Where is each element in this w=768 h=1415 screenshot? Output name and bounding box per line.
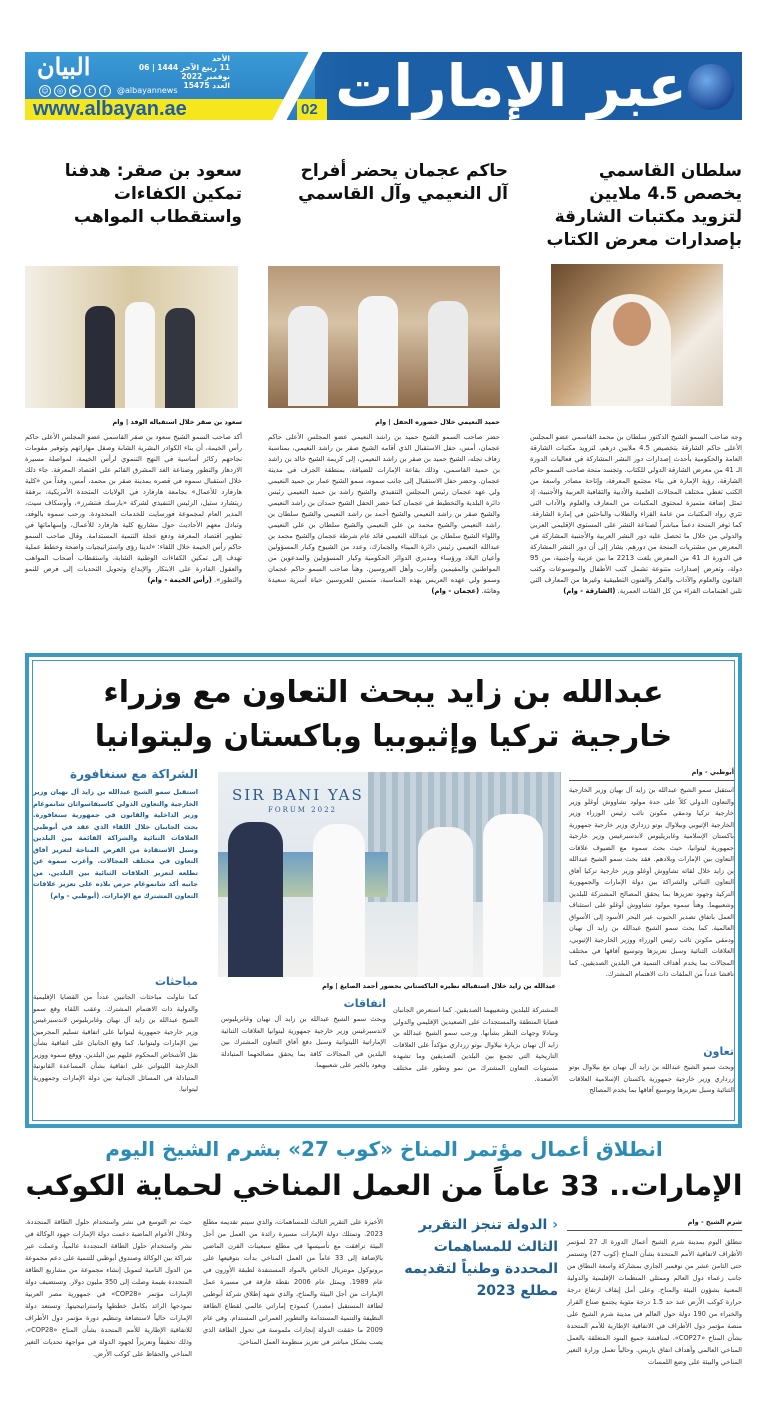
feature-headline-line2[interactable]: خارجية تركيا وإثيوبيا وباكستان وليتوانيا xyxy=(94,719,673,754)
singapore-text: استقبل سمو الشيخ عبدالله بن زايد آل نهيان وزير الخارجية والتعاون الدولي كاسيفاسواثان شانموغام وزير الداخلية والقانون في جمهورية سنغافورة. بحث الجانبان خلال اللقاء الذي عقد في أبوظبي العلاقات الثنائية والشراكة القائمة بين البلدين وسبل الاستفادة من الفرص المتاحة لتعزيز آفاق التعاون في مختلف المجالات. وأعرب سموه عن تطلعه لتعزيز العلاقات الثنائية بين البلدين. من جانبه أكد شانموغام حرص بلاده على تعزيز علاقات التعاون المشترك مع الإمارات. (أبوظبي - وام) xyxy=(33,788,198,900)
subhead-talks: مباحثات xyxy=(154,975,198,988)
subhead-cooperation: تعاون xyxy=(703,1045,734,1058)
climate-col2: الأخيرة على التقرير الثالث للمساهمات، والذي سيتم تقديمه مطلع 2023. وتمتلك دولة الإمارات مسيرة رائدة من العمل من أجل البيئة ترافقت مع تأسيسها في مطلع سبعينات القرن الماضي بالإضافة إلى 33 عاماً من العمل المناخي بدأت بتوقيعها على بروتوكول مونتريال الخاص بالمواد المستنفدة لطبقة الأوزون في عام 1989. ويمثل عام 2006 نقطة فارقة في مسيرة عمل الإمارات من أجل البيئة والمناخ، والذي شهد إطلاق شركة أبوظبي لطاقة المستقبل (مصدر) كنموذج إماراتي عالمي لقطاع الطاقة النظيفة والتنمية المستدامة والتطوير العمراني المستدام. وفي عام 2009 ما حققت الدولة إنجازات ملموسة في تحول الطاقة الذي يصب بشكل مباشر في تعزيز منظومة العمل المناخي. xyxy=(203,1218,384,1346)
facebook-icon[interactable]: f xyxy=(99,85,111,97)
social-handle[interactable]: @albayannews xyxy=(117,86,178,95)
feature-photo-caption: عبدالله بن زايد خلال استقباله نظيره الباكستاني بحضور أحمد الصايغ | وام xyxy=(322,982,556,990)
story-2-caption: حميد النعيمي خلال حضوره الحفل | وام xyxy=(375,418,500,426)
story-1-body: وجه صاحب السمو الشيخ الدكتور سلطان بن محمد القاسمي عضو المجلس الأعلى حاكم الشارقة بتخصيص 4.5 ملايين درهم، لتزويد مكتبات الشارقة العامة والحكومية بأحدث إصدارات دور النشر المشاركة في فعاليات الدورة الـ 41 من معرض الشارقة الدولي للكتاب. وتجسد منحة صاحب السمو حاكم الشارقة، رؤية الإمارة في بناء مجتمع المعرفة، وإتاحة مصادر واسعة من الكتب تغطي مختلف المجالات العلمية والأدبية والثقافية العربية والأجنبية، إذ تمثل إضافة متميزة لمحتوى المكتبات من المعارف والعلوم والآداب التي تثري رواد المكتبات من عامة القراء والطلاب والباحثين في إمارة الشارقة. كما توفر المنحة دعماً مباشراً لصناعة النشر على المستوى الإقليمي العربي والدولي من خلال ما تحصل عليه دور النشر العربية والأجنبية المشاركة في المعرض من مشتريات المنحة من دورهم. يشار إلى أن دور النشر المشاركة في الدورة الـ 41 من المعرض بلغت 2213 ما بين عربية وأجنبية، من 95 دولة، وتعرض إصدارات متنوعة تشمل كتب الأطفال والموسوعات وكتب القانون والعلوم والآداب والفكر والفنون التطبيقية وغيرها من المعارف التي تلبي اهتمامات القراء من كل الفئات العمرية. (الشارقة - وام) xyxy=(530,433,743,595)
climate-col1: تنطلق اليوم بمدينة شرم الشيخ أعمال الدورة الـ 27 لمؤتمر الأطراف لاتفاقية الأمم المتحدة بشأن المناخ (كوب 27) وتستمر حتى الثامن عشر من نوفمبر الجاري بمشاركة واسعة النطاق من جانب زعماء دول العالم وممثلي المنظمات الإقليمية والدولية المعنية بشؤون البيئة والمناخ. وعلى أمل إيقاف ارتفاع درجة حرارة كوكب الأرض عند حد 1.5 درجة مئوية يجتمع صناع القرار والخبراء من 190 دولة حول العالم في مدينة شرم الشيخ على منصة مؤتمر دول الأطراف في الاتفاقية الإطارية للأمم المتحدة بشأن المناخ «COP27»، لمناقشة جميع البنود المتعلقة بالعمل المناخي العالمي وأهداف اتفاق باريس. وحالياً تعمل وزارة التغير المناخي والبيئة على وضع اللمسات xyxy=(567,1238,742,1366)
story-3-body: أكد صاحب السمو الشيخ سعود بن صقر القاسمي عضو المجلس الأعلى حاكم رأس الخيمة، أن بناء الكوادر البشرية الشابة وصقل مهاراتهم وتوفير مقومات نجاحهم ركائز أساسية في النهج التنموي لرأس الخيمة، لمواصلة مسيرة الازدهار والتطور وصناعة الغد المشرق القائم على اقتصاد المعرفة. جاء ذلك خلال استقبال سموه في قصره بمدينة صقر بن محمد، أمس، وفداً من «كلية هارفارد للأعمال» بجامعة هارفارد في الولايات المتحدة الأمريكية، برفقة ريتشارد ستيل، الرئيس التنفيذي لشركة «بارسك فنتشرز»، وأوسكاف سيث، المدير العام لمجموعة فورسايت للخدمات المحدودة. ورحب سموه بالوفد، وتبادل معهم الأحاديث حول مشاريع كلية هارفارد للأعمال، وإسهاماتها في تطوير اقتصاد المعرفة ودفع عجلة التنمية المستدامة. وقال صاحب السمو حاكم رأس الخيمة خلال اللقاء: «لدينا رؤى واستراتيجيات واضحة وخطط عملية تهدف إلى تمكين الكفاءات الوطنية الشابة، واستقطاب أصحاب المواهب والعقول القادرة على الابتكار والإبداع وتحويل التحديات إلى فرص للنمو والتطور». (رأس الخيمة - وام) xyxy=(25,433,242,584)
instagram-icon[interactable]: ◎ xyxy=(54,85,66,97)
agreements-text: وبحث سمو الشيخ عبدالله بن زايد آل نهيان وغابريليوس لاندسبرغيس وزير خارجية جمهورية ليتوانيا العلاقات الثنائية الإماراتية الليتوانية وسبل دفع آفاق التعاون المشترك بين البلدين في المجالات كافة بما يحقق مصالحهما المتبادلة ويعود بالخير على شعبيهما. xyxy=(221,1015,386,1069)
twitter-icon[interactable]: t xyxy=(84,85,96,97)
issue-date: 11 ربيع الآخر 1444 | 06 نوفمبر 2022 xyxy=(138,63,230,81)
climate-headline[interactable]: الإمارات.. 33 عاماً من العمل المناخي لحماية الكوكب xyxy=(25,1169,743,1202)
chevron-left-icon: ‹ xyxy=(547,1217,558,1233)
climate-dateline: شرم الشيخ - وام xyxy=(567,1218,742,1231)
feature-dateline: أبوظبي - وام xyxy=(569,768,734,781)
issue-number: العدد 15475 xyxy=(183,81,230,90)
story-1-headline[interactable]: سلطان القاسمي يخصص 4.5 ملايين لتزويد مكتبات الشارقة بإصدارات معرض الكتاب xyxy=(546,161,742,250)
website-url[interactable]: www.albayan.ae xyxy=(33,98,187,120)
issue-day: الأحد xyxy=(212,54,230,63)
climate-col3: حيث تم التوسع في نشر واستخدام حلول الطاقة المتجددة. وخلال الأعوام الماضية دعمت دولة الإمارات جهود الوكالة في نشر واستخدام حلول الطاقة المتجددة عالمياً، وعملت عبر شراكة بين الوكالة وصندوق أبوظبي للتنمية على دعم مجموعة من الدول النامية لتمويل إنشاء مجموعة من مشاريع الطاقة المتجددة بقيمة وصلت إلى 350 مليون دولار. وتستضيف دولة الإمارات مؤتمر «COP28» في جمهورية مصر العربية نموذجها الرائد بكامل خططها واستراتيجيتها. وتستعد دولة الإمارات حالياً لاستضافة وتنظيم دورة مؤتمر دول الأطراف للاتفاقية الإطارية للأمم المتحدة بشأن المناخ «COP28»، وذلك تحقيقاً وتعزيزاً لجهود الدولة في مواجهة تحديات التغير المناخي والحفاظ على كوكب الأرض. xyxy=(25,1218,193,1358)
story-2-body: حضر صاحب السمو الشيخ حميد بن راشد النعيمي عضو المجلس الأعلى حاكم عجمان، أمس، حفل الاستقبال الذي أقامه الشيخ صقر بن راشد النعيمي، بمناسبة زفاف نجله، الشيخ حميد بن صقر بن راشد النعيمي، إلى كريمة الشيخ خالد بن راشد بن حميد القاسمي، وذلك بقاعة الإمارات للضيافة، بمنطقة الجرف في مدينة عجمان. وحضر حفل الاستقبال إلى جانب سموه، سمو الشيخ عمار بن حميد النعيمي ولي عهد عجمان رئيس المجلس التنفيذي والشيخ راشد بن حميد النعيمي رئيس دائرة البلدية والتخطيط في عجمان كما حضر الحفل الشيخ حمدان بن راشد النعيمي والشيخ صقر بن راشد النعيمي والشيخ أحمد بن راشد النعيمي والشيخ سلطان بن راشد النعيمي والشيخ محمد بن علي النعيمي والشيخ سلطان بن علي النعيمي واللواء الشيخ سلطان بن عبدالله النعيمي قائد عام شرطة عجمان والشيخ محمد بن عبدالله النعيمي رئيس دائرة الميناء والجمارك، وعدد من الشيوخ وكبار المسؤولين وأعيان البلاد ورؤساء ومديري الدوائر الحكومية وكبار المسؤولين والمدعوين من المواطنين والمقيمين وأقارب وأهل العروسين. وهنأ صاحب السمو حاكم عجمان وسمو ولي عهده العريس بهذه المناسبة، متمنين للعروسين حياة أسرية سعيدة وهانئة. (عجمان - وام) xyxy=(268,433,500,595)
page-number: 02 xyxy=(301,101,318,118)
talks-text: كما تناولت مباحثات الجانبين عدداً من القضايا الإقليمية والدولية ذات الاهتمام المشترك. وعقب اللقاء وقع سمو الشيخ عبدالله بن زايد آل نهيان وغابريليوس لاندسبرغيس وزير خارجية جمهورية ليتوانيا على اتفاقية تسليم المجرمين بين الإمارات وليتوانيا. كما وقع الجانبان على اتفاقية بشأن نقل الأشخاص المحكوم عليهم بين البلدين. ووقع سموه ووزير الخارجية الليتواني على اتفاقية بشأن المساعدة القانونية المتبادلة في المسائل الجنائية بين دولة الإمارات وجمهورية ليتوانيا. xyxy=(33,993,198,1093)
social-links xyxy=(39,85,178,97)
story-3-headline[interactable]: سعود بن صقر: هدفنا تمكين الكفاءات واستقطاب المواهب xyxy=(64,161,242,227)
forum-sign-title: SIR BANI YAS xyxy=(232,786,364,804)
feature-col2: المشتركة للبلدين وشعبيهما الصديقين. كما استعرض الجانبان قضايا المنطقة والمستجدات على الصعيدين الإقليمي والدولي وتبادلا وجهات النظر بشأنها. ورحب سمو الشيخ عبدالله بن زايد آل نهيان بزيارة بيلاوال بوتو زرداري مؤكداً على العلاقات التاريخية التي تجمع بين البلدين الصديقين وما تشهده مستويات التعاون المشترك من نمو وتطور على مختلف الأصعدة. xyxy=(393,1006,558,1083)
story-1-source: (الشارقة - وام) xyxy=(563,587,616,595)
story-1-photo xyxy=(551,264,723,406)
masthead xyxy=(25,52,742,120)
feature-headline-line1[interactable]: عبدالله بن زايد يبحث التعاون مع وزراء xyxy=(103,675,664,710)
subhead-agreements: اتفاقات xyxy=(343,997,386,1010)
portrait-face xyxy=(613,302,651,346)
youtube-icon[interactable]: ▶ xyxy=(69,85,81,97)
snapchat-icon[interactable]: ☺ xyxy=(39,85,51,97)
story-3-photo xyxy=(25,266,238,408)
cooperation-text: وبحث سمو الشيخ عبدالله بن زايد آل نهيان مع بيلاوال بوتو زرداري وزير خارجية جمهورية باكستان الإسلامية العلاقات الثنائية وسبل تعزيزها وتوسيع آفاقها بما يخدم المصالح xyxy=(569,1063,734,1094)
story-3-source: (رأس الخيمة - وام) xyxy=(147,576,212,584)
story-2-headline[interactable]: حاكم عجمان يحضر أفراح آل النعيمي وآل القاسمي xyxy=(298,161,508,204)
feature-col1: استقبل سمو الشيخ عبدالله بن زايد آل نهيان وزير الخارجية والتعاون الدولي كلاً على حدة مولود تشاووش أوغلو وزير خارجية تركيا ودمقي مكونن نائب رئيس الوزراء وزير الخارجية الإثيوبي وبيلاوال بوتو زرداري وزير خارجية جمهورية باكستان الإسلامية وغابريليوس لاندسبرغيس وزير خارجية جمهورية ليتوانيا، حيث بحث سموه مع الضيوف علاقات التعاون بين الإمارات وبلادهم. فقد بحث سمو الشيخ عبدالله بن زايد خلال لقائه تشاووش أوغلو وزير خارجية تركيا آفاق التعاون الثنائي والشراكة بين دولة الإمارات والجمهورية التركية وجهود تعزيزها بما يحقق المصالح المشتركة للبلدين وشعبيهما. وهنأ سموه مولود تشاووش أوغلو على استئناف العمل باتفاق تصدير الحبوب عبر البحر الأسود إلى الأسواق العالمية. كما بحث سمو الشيخ عبدالله بن زايد آل نهيان ودمقي مكونن نائب رئيس الوزراء ووزير الخارجية الإثيوبي، العلاقات الثنائية وسبل تعزيزها وتوسيع آفاقها في مختلف المجالات بما يخدم أهداف التنمية في البلدين الصديقين. كما ناقشا عدداً من الملفات ذات الاهتمام المشترك. xyxy=(569,786,734,978)
story-2-photo xyxy=(268,266,500,408)
uae-map-globe-icon xyxy=(688,64,734,110)
section-title: عبر الإمارات xyxy=(335,52,687,120)
story-2-source: (عجمان - وام) xyxy=(431,587,480,595)
story-3-caption: سعود بن صقر خلال استقباله الوفد | وام xyxy=(112,418,242,426)
subhead-singapore: الشراكة مع سنغافورة xyxy=(70,767,198,781)
forum-sign-year: FORUM 2022 xyxy=(268,806,337,814)
feature-photo xyxy=(218,772,561,977)
feature-box xyxy=(25,653,742,1128)
albayan-logo: البيان xyxy=(37,52,91,81)
climate-kicker[interactable]: انطلاق أعمال مؤتمر المناخ «كوب 27» بشرم الشيخ اليوم xyxy=(105,1137,663,1161)
singapore-source: (أبوظبي - وام) xyxy=(50,891,100,900)
climate-sidebar: ‹ الدولة تنجز التقرير الثالث للمساهمات المحددة وطنياً لتقديمه مطلع 2023 xyxy=(404,1217,558,1299)
